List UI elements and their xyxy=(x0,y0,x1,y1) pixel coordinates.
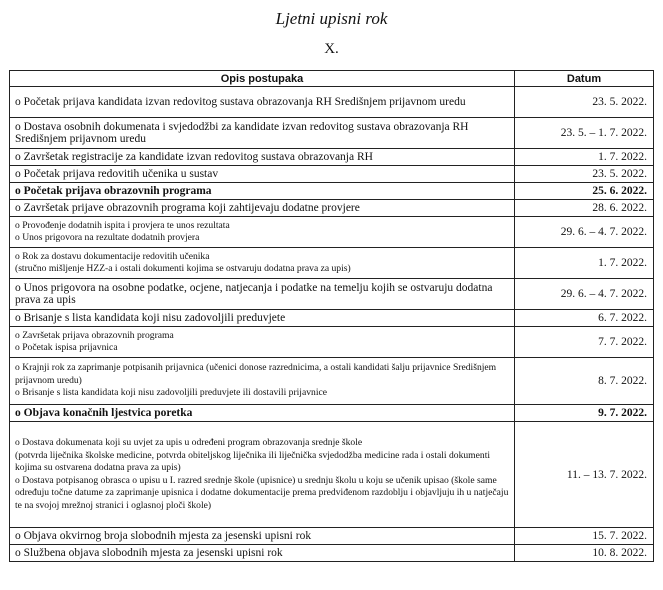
row-date: 1. 7. 2022. xyxy=(515,149,654,166)
description-line: o Unos prigovora na rezultate dodatnih provjera xyxy=(15,232,200,243)
row-date: 25. 6. 2022. xyxy=(515,183,654,200)
table-row xyxy=(10,183,654,200)
description-line: o Početak prijava kandidata izvan redovitog sustava obrazovanja RH Središnjem prijavnom uredu xyxy=(15,96,466,108)
row-date: 9. 7. 2022. xyxy=(515,405,654,422)
row-date: 29. 6. – 4. 7. 2022. xyxy=(515,279,654,310)
description-line: o Dostava osobnih dokumenata i svjedodžbi za kandidate izvan redovitog sustava obrazovanja RH Središnjem prijavnom uredu xyxy=(15,121,469,145)
description-line: o Završetak prijave obrazovnih programa koji zahtijevaju dodatne provjere xyxy=(15,202,360,214)
row-description xyxy=(10,200,515,217)
table-row xyxy=(10,310,654,327)
table-row xyxy=(10,87,654,118)
row-date: 28. 6. 2022. xyxy=(515,200,654,217)
row-date: 11. – 13. 7. 2022. xyxy=(515,422,654,528)
description-line: o Provođenje dodatnih ispita i provjera te unos rezultata xyxy=(15,219,230,231)
row-date: 6. 7. 2022. xyxy=(515,310,654,327)
column-header-description: Opis postupaka xyxy=(10,71,515,87)
description-line: o Završetak prijava obrazovnih programa xyxy=(15,329,174,341)
description-line: o Službena objava slobodnih mjesta za jesenski upisni rok xyxy=(15,547,283,559)
section-number: X. xyxy=(324,41,339,57)
description-line: (stručno mišljenje HZZ-a i ostali dokumenti kojima se ostvaruju dodatna prava za upis) xyxy=(15,263,351,274)
table-row xyxy=(10,248,654,279)
row-description xyxy=(10,183,515,200)
row-description xyxy=(10,149,515,166)
row-description xyxy=(10,166,515,183)
table-row xyxy=(10,358,654,405)
column-header-date: Datum xyxy=(515,71,654,87)
table-row xyxy=(10,200,654,217)
row-description xyxy=(10,217,515,248)
table-row xyxy=(10,422,654,528)
row-description xyxy=(10,422,515,528)
row-date: 29. 6. – 4. 7. 2022. xyxy=(515,217,654,248)
table-row xyxy=(10,166,654,183)
row-description xyxy=(10,528,515,545)
table-row xyxy=(10,279,654,310)
row-description xyxy=(10,118,515,149)
table-row xyxy=(10,545,654,562)
row-date: 1. 7. 2022. xyxy=(515,248,654,279)
description-line: o Brisanje s lista kandidata koji nisu zadovoljili preduvjete ili dostavili prijavnice xyxy=(15,387,327,399)
row-description xyxy=(10,358,515,405)
table-row xyxy=(10,405,654,422)
row-date: 23. 5. 2022. xyxy=(515,87,654,118)
description-line: o Završetak registracije za kandidate izvan redovitog sustava obrazovanja RH xyxy=(15,151,373,163)
description-line: o Dostava dokumenata koji su uvjet za upis u određeni program obrazovanja srednje škole xyxy=(15,437,363,448)
row-date: 7. 7. 2022. xyxy=(515,327,654,358)
row-date: 23. 5. 2022. xyxy=(515,166,654,183)
table-row xyxy=(10,149,654,166)
description-line: o Objava okvirnog broja slobodnih mjesta za jesenski upisni rok xyxy=(15,530,312,542)
description-line: (potvrda liječnika školske medicine, potvrda obiteljskog liječnika ili liječnička svjedodžba medicine rada i ostali dokumenti kojima su ostvarena dodatna prava za upis) xyxy=(15,449,491,473)
description-line: o Rok za dostavu dokumentacije redovitih učenika xyxy=(15,250,210,262)
schedule-table xyxy=(9,70,654,562)
table-row xyxy=(10,528,654,545)
description-line: o Početak ispisa prijavnica xyxy=(15,342,118,353)
table-row xyxy=(10,118,654,149)
description-line: o Početak prijava redovitih učenika u sustav xyxy=(15,168,219,180)
page-title: Ljetni upisni rok xyxy=(275,9,388,28)
description-line: o Krajnji rok za zaprimanje potpisanih prijavnica (učenici donose razrednicima, a ostali kandidati šalju prijavnice Središnjem prijavnom uredu) xyxy=(15,362,497,386)
row-description xyxy=(10,545,515,562)
row-date: 8. 7. 2022. xyxy=(515,358,654,405)
description-line: o Dostava potpisanog obrasca o upisu u I. razred srednje škole (upisnice) u srednju školu u koju se učenik upisao (škole same određuju točne datume za zaprimanje upisnica i dodatne dokumentacije prema predviđenom razdoblju i objavljuju ih u natječaju te na svojoj mrežnoj stranici i oglasnoj ploči škole) xyxy=(15,474,509,511)
table-header-row xyxy=(10,71,654,87)
row-description xyxy=(10,310,515,327)
row-description xyxy=(10,405,515,422)
row-description xyxy=(10,87,515,118)
row-description xyxy=(10,279,515,310)
row-date: 15. 7. 2022. xyxy=(515,528,654,545)
table-row xyxy=(10,217,654,248)
table-row xyxy=(10,327,654,358)
description-line: o Unos prigovora na osobne podatke, ocjene, natjecanja i podatke na temelju kojih se ostvaruju dodatna prava za upis xyxy=(15,282,493,306)
row-date: 10. 8. 2022. xyxy=(515,545,654,562)
row-date: 23. 5. – 1. 7. 2022. xyxy=(515,118,654,149)
row-description xyxy=(10,248,515,279)
description-line: o Objava konačnih ljestvica poretka xyxy=(15,407,193,419)
description-line: o Brisanje s lista kandidata koji nisu zadovoljili preduvjete xyxy=(15,312,286,324)
description-line: o Početak prijava obrazovnih programa xyxy=(15,185,212,197)
row-description xyxy=(10,327,515,358)
